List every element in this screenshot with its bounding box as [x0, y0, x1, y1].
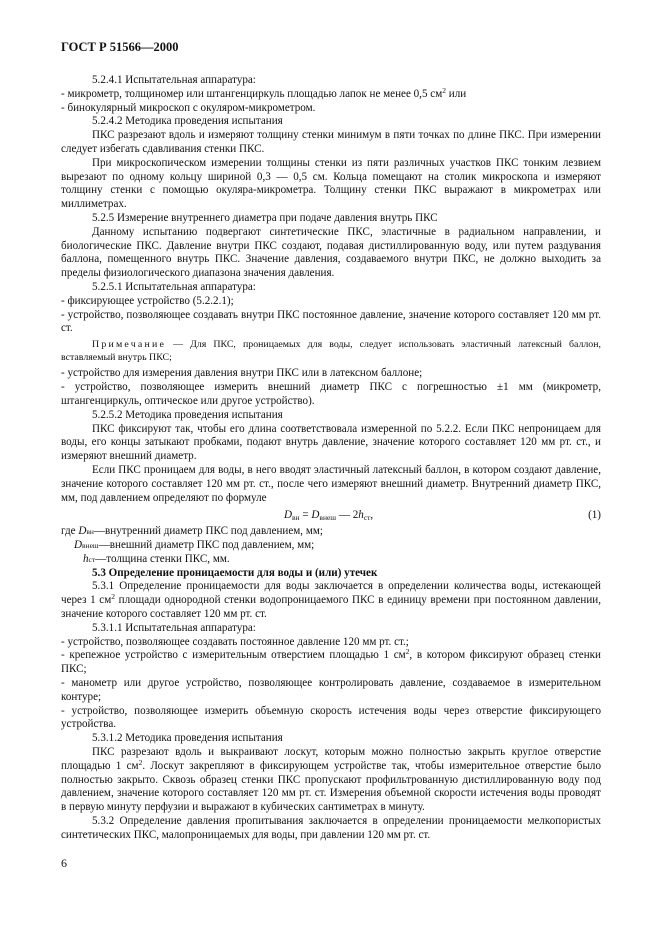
legend-prefix: где	[61, 525, 76, 538]
formula	[61, 507, 601, 524]
paragraph: 5.3.2 Определение давления пропитывания заключается в определении проницаемости мелкопористых синтетических ПКС, малопроницаемых для воды, при давлении 120 мм рт. ст.	[61, 815, 601, 841]
legend-row: h ст — толщина стенки ПКС, мм.	[83, 552, 230, 565]
paragraph: - крепежное устройство с измерительным отверстием площадью 1 $см^2$, в котором фиксируют образец стенки ПКС;	[61, 647, 601, 676]
paragraph: 5.2.4.2 Методика проведения испытания	[92, 115, 283, 128]
paragraph: 5.2.4.1 Испытательная аппаратура:	[92, 74, 256, 86]
paragraph: - микрометр, толщиномер или штангенциркуль площадью лапок не менее 0,5 $см^2$ или	[61, 85, 467, 100]
legend-row: D внеш — внешний диаметр ПКС под давлением, мм;	[74, 539, 315, 552]
legend-row: где D вн — внутренний диаметр ПКС под давлением, мм;	[61, 525, 323, 538]
paragraph: - фиксирующее устройство (5.2.2.1);	[61, 294, 234, 307]
paragraph: - устройство, позволяющее создавать внутри ПКС постоянное давление, значение которого составляет 120 мм рт. ст.	[61, 308, 601, 335]
document-header: ГОСТ Р 51566—2000	[61, 40, 179, 54]
note-label: Примечание	[92, 339, 167, 351]
note-text: — Для ПКС, проницаемых для воды, следует использовать эластичный латексный баллон, вставляемый внутрь ПКС;	[61, 339, 601, 363]
paragraph: - устройство, позволяющее измерить объемную скорость истечения воды через отверстие фиксирующего устройства.	[61, 704, 601, 731]
paragraph: - устройство, позволяющее измерить внешний диаметр ПКС с погрешностью ±1 мм (микрометр, штангенциркуль, оптическое или другое устройство).	[61, 381, 601, 407]
note	[61, 339, 601, 364]
paragraph: 5.2.5.2 Методика проведения испытания	[92, 408, 283, 421]
paragraph: - манометр или другое устройство, позволяющее контролировать давление, создаваемое в измерительном контуре;	[61, 677, 601, 703]
paragraph: - устройство, позволяющее создавать постоянное давление 120 мм рт. ст.;	[61, 635, 409, 648]
paragraph: Если ПКС проницаем для воды, в него вводят эластичный латексный баллон, в котором создают давление, значение которого составляет 120 мм рт. ст., после чего измеряют внешний диаметр. Внутренний диаметр ПКС, мм, под давлением определяют по формуле	[61, 463, 601, 504]
paragraph: При микроскопическом измерении толщины стенки из пяти различных участков ПКС тонким лезвием вырезают по одному кольцу шириной 0,3 — 0,5 см. Кольца помещают на столик микроскопа и измеряют толщину стенки с помощью окуляра-микрометра. Толщину стенки ПКС выражают в микрометрах или миллиметрах.	[61, 156, 601, 211]
paragraph: 5.3.1 Определение проницаемости для воды заключается в определении количества воды, истекающей через 1 $см^2$ площади однородной стенки водопроницаемого ПКС в единицу времени при постоянном давлении, значение которого составляет 120 мм рт. ст.	[61, 580, 602, 621]
paragraph: Данному испытанию подвергают синтетические ПКС, эластичные в радиальном направлении, и биологические ПКС. Давление внутри ПКС создают, подавая дистиллированную воду, или путем раздувания баллона, помещенного внутрь ПКС. Значение давления, создаваемого внутри ПКС, не должно выходить за пределы физиологического диапазона значения давления.	[61, 225, 601, 280]
section-heading: 5.3 Определение проницаемости для воды и (или) утечек	[92, 566, 378, 579]
paragraph: 5.3.1.1 Испытательная аппаратура:	[92, 621, 256, 634]
paragraph: 5.2.5.1 Испытательная аппаратура:	[92, 280, 256, 293]
paragraph: - бинокулярный микроскоп с окуляром-микрометром.	[61, 101, 316, 114]
page-number: 6	[61, 856, 67, 870]
formula-legend	[61, 525, 601, 566]
formula-number: (1)	[588, 509, 601, 522]
paragraph: 5.3.1.2 Методика проведения испытания	[92, 732, 283, 745]
document-body	[61, 74, 601, 843]
formula-expression: $D_{вн} = D_{внеш}$ — $2h_{ст}$,	[284, 509, 374, 523]
paragraph: - устройство для измерения давления внутри ПКС или в латексном баллоне;	[61, 367, 423, 380]
paragraph: ПКС разрезают вдоль и выкраивают лоскут, которым можно полностью закрыть круглое отверстие площадью 1 $см^2$. Лоскут закрепляют в фиксирующем устройстве так, чтобы измерительное отверстие было полностью закрыто. Сквозь образец стенки ПКС пропускают профильтрованную дистиллированную воду под давлением, значение которого составляет 120 мм рт. ст. Измерения объемной скорости истечения воды проводят в первую минуту перфузии и выражают в кубических сантиметрах в минуту.	[61, 746, 601, 814]
paragraph: ПКС фиксируют так, чтобы его длина соответствовала измеренной по 5.2.2. Если ПКС непроницаем для воды, его концы затыкают пробками, подают внутрь давление, значение которого составляет 120 мм рт. ст., и измеряют внешний диаметр.	[61, 422, 601, 463]
paragraph: ПКС разрезают вдоль и измеряют толщину стенки минимум в пяти точках по длине ПКС. При измерении следует избегать сдавливания стенки ПКС.	[61, 129, 601, 155]
paragraph: 5.2.5 Измерение внутреннего диаметра при подаче давления внутрь ПКС	[92, 211, 438, 224]
